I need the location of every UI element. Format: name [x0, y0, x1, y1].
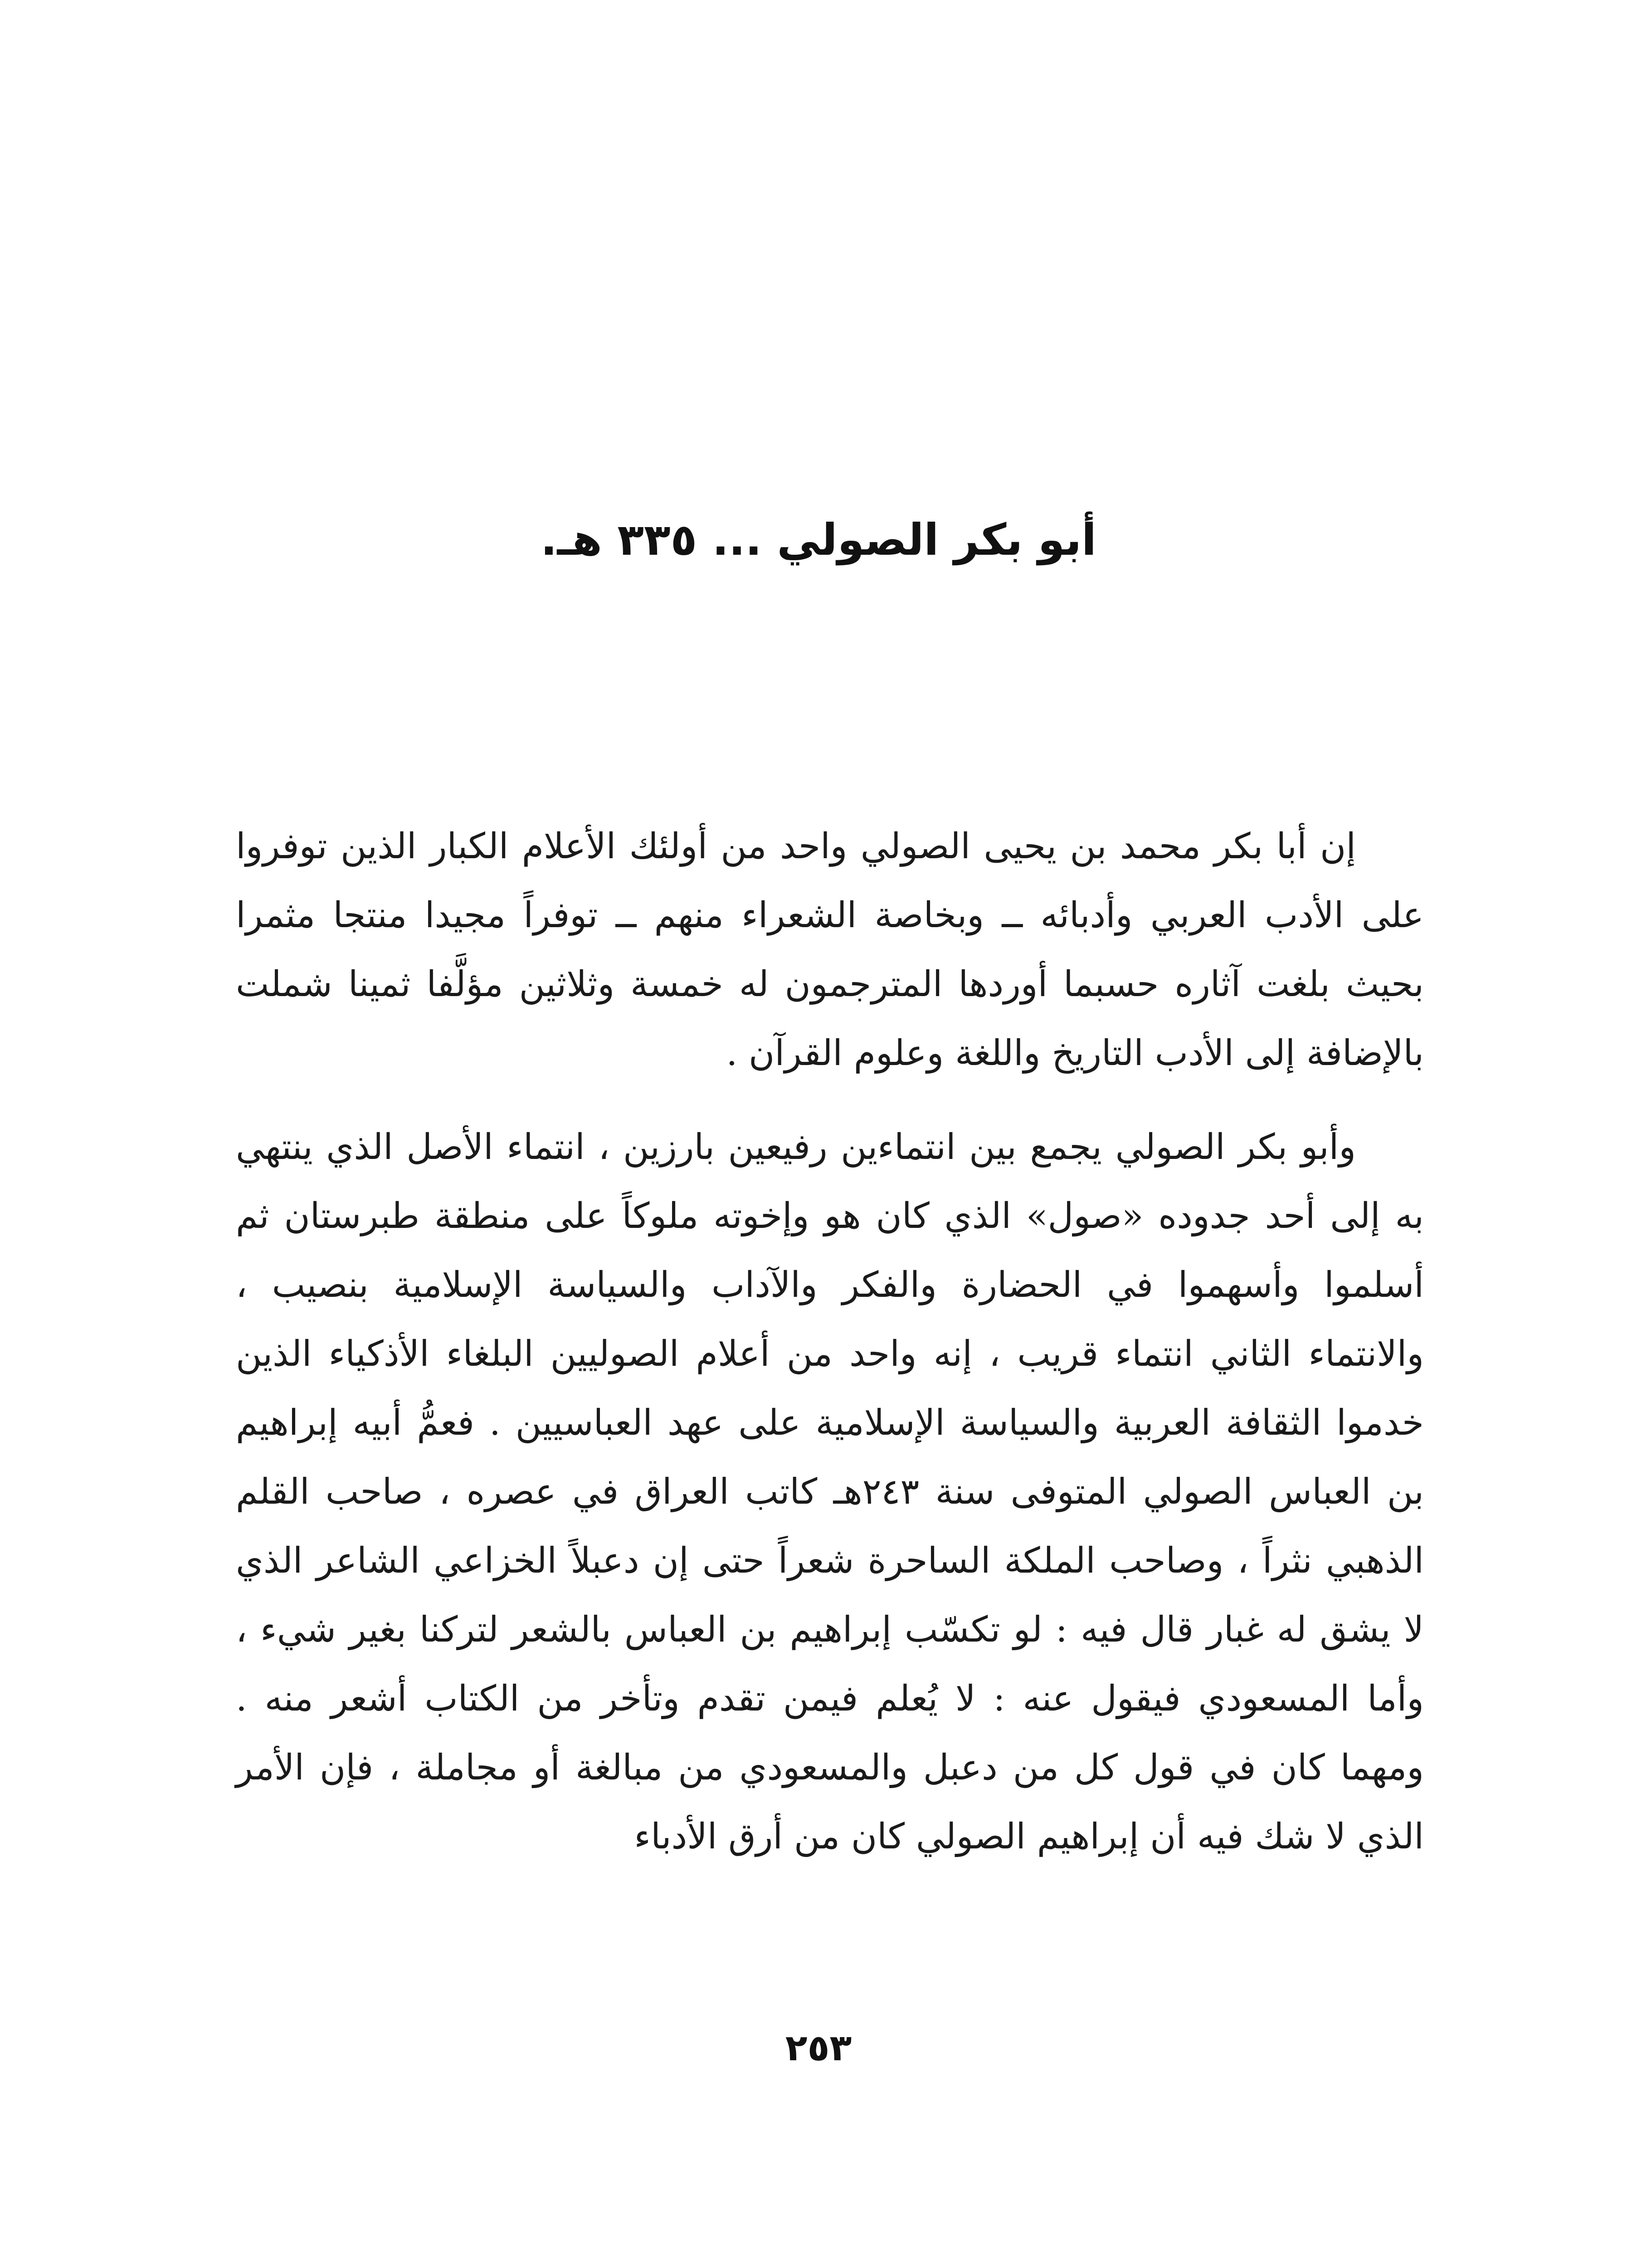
paragraph-2: وأبو بكر الصولي يجمع بين انتماءين رفيعين بارزين ، انتماء الأصل الذي ينتهي به إلى أحد جدوده «صول» الذي كان هو وإخوته ملوكاً على منطقة طبرستان ثم أسلموا وأسهموا في الحضارة والفكر والآداب والسياسة الإسلامية بنصيب ، والانتماء الثاني انتماء قريب ، إنه واحد من أعلام الصوليين البلغاء الأذكياء الذين خدموا الثقافة العربية والسياسة الإسلامية على عهد العباسيين . فعمُّ أبيه إبراهيم بن العباس الصولي المتوفى سنة ٢٤٣هـ كاتب العراق في عصره ، صاحب القلم الذهبي نثراً ، وصاحب الملكة الساحرة شعراً حتى إن دعبلاً الخزاعي الشاعر الذي لا يشق له غبار قال فيه : لو تكسّب إبراهيم بن العباس بالشعر لتركنا بغير شيء ، وأما المسعودي فيقول عنه : لا يُعلم فيمن تقدم وتأخر من الكتاب أشعر منه . ومهما كان في قول كل من دعبل والمسعودي من مبالغة أو مجاملة ، فإن الأمر الذي لا شك فيه أن إبراهيم الصولي كان من أرق الأدباء [236, 1127, 1424, 1857]
chapter-title: أبو بكر الصولي ... ٣٣٥ هـ. [541, 514, 1096, 565]
paragraph-1: إن أبا بكر محمد بن يحيى الصولي واحد من أولئك الأعلام الكبار الذين توفروا على الأدب العربي وأدبائه ــ وبخاصة الشعراء منهم ــ توفراً مجيدا منتجا مثمرا بحيث بلغت آثاره حسبما أوردها المترجمون له خمسة وثلاثين مؤلَّفا ثمينا شملت بالإضافة إلى الأدب التاريخ واللغة وعلوم القرآن . [236, 826, 1424, 1074]
body-text [236, 812, 1424, 1896]
page-number: ٢٥٣ [785, 2027, 852, 2069]
